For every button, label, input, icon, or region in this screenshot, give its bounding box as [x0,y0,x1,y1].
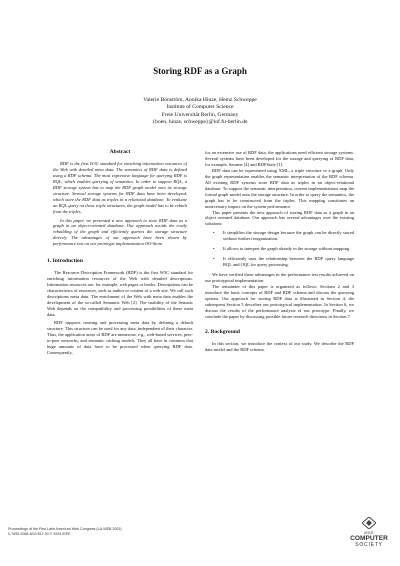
right-paragraph-5: The remainder of this paper is organized as follows: Sections 2 and 3 introduce the basic concepts of RDF and RDF schema and discuss the querying options. Our approach for storing RDF data is illustrated in Section 4, the subsequent Section 5 describes our prototypical implementation. In Section 6, we discuss the results of the performance analysis of our prototype. Finally, we conclude the paper by discussing possible future research directions in Section 7. [205,284,354,319]
background-paragraph-1: In this section, we introduce the context of our study. We describe the RDF data model and the RDF schema. [205,340,354,352]
footer-proceedings-line: Proceedings of the First Latin American Web Congress (LA-WEB 2003) [8,527,122,531]
ieee-diamond-icon [362,517,376,529]
author-email: {boen, hinze, schweppe}@inf.fu-berlin.de [152,119,248,126]
author-names: Valerie Bönström, Annika Hinze, Heinz Schweppe [143,97,257,103]
intro-paragraph-2: RDF supports creating and processing meta data by defining a default structure. This structure can be used for any data, independent of their character. Thus, the application areas of RDF are numerous, e.g., web-based services, peer-to-peer networks, and semantic caching models. They all have in common that huge amounts of data have to be processed when querying RDF data. Consequently, [47,319,193,355]
paper-title: Storing RDF as a Graph [153,66,247,76]
logo-computer-text: COMPUTER [350,535,388,542]
abstract-paragraph-1: RDF is the first W3C standard for enriching information resources of the Web with detailed meta data. The semantics of RDF data is defined using a RDF schema. The most expressive language for querying RDF is RQL, which enables querying of semantics. In order to support RQL, a RDF storage system has to map the RDF graph model onto its storage structure. Several storage systems for RDF data have been developed, which store the RDF data as triples in a relational database. To evaluate an RQL query on those triple structures, the graph model has to be rebuilt from the triples. [53,160,187,214]
footer-isbn-line: 0-7695-2058-8/03 $17.00 © 2003 IEEE [8,531,71,536]
right-paragraph-1: for an extensive use of RDF data, the applications need efficient storage systems. Several systems have been developed for the storage and querying of RDF data, for example, Sesame [4] and RDFSuite [1]. [205,150,354,167]
abstract-heading: Abstract [109,149,131,155]
right-paragraph-3: This paper presents the new approach of storing RDF data as a graph in an object oriented database. Our approach has several advantages over the existing solutions: [205,209,354,227]
author-university: Freie Universität Berlin, Germany [161,111,239,118]
logo-ieee-text: IEEE [364,530,374,535]
list-item: • It efficiently uses the relationship between the RDF query language RQL and OQL for query processing. [221,256,354,268]
right-column [205,150,354,353]
proceedings-footer [8,527,122,536]
author-institute: Institute of Computer Science [166,104,234,111]
section-heading-background: 2. Background [205,328,241,335]
section-heading-introduction: 1. Introduction [47,258,83,265]
author-block [0,97,400,127]
abstract-paragraph-2: In this paper, we presented a new approach to store RDF data as a graph in an object-oriented database. Our approach avoids the costly rebuilding of the graph and efficiently queries the storage structure directly. The advantages of our approach have been shown by performance test on our prototype implementation OO-Store. [53,217,187,247]
computer-society-logo [346,517,392,548]
right-paragraph-4: We have verified these advantages in the performance test results achieved on our prototypical implementation. [205,272,354,284]
list-item: • It simplifies the storage design because the graph can be directly stored without further reorganization. [221,230,354,242]
abstract-body [47,161,193,247]
intro-paragraph-1: The Resource Description Framework (RDF) is the first W3C standard for enriching information resources of the Web with detailed descriptions. Information resources are, for example, web pages or books. Descriptions can be characteristics of resources, such as author or content of a web site. We call such descriptions meta data. The enrichment of the Web with meta data enables the development of the so-called Semantic Web [2]. The usability of the Sematic Web depends on the compatibility and processing possibilities of these meta data. [47,270,193,317]
logo-society-text: SOCIETY [355,542,383,548]
right-paragraph-2: RDF data can be represented using XML, a triple structure or a graph. Only the graph representation enables the semantic interpretation of the RDF schema. All existing RDF systems store RDF data as triples in an object-relational database. To support the semantic interpretation, current implementations map the formal graph model onto the storage structure. In order to query the semantics, the graph has to be constructed from the triples. This mapping constitutes an unnecessary impact on the system performance. [205,167,354,209]
list-item: • It allows to interpret the graph already in the storage without mapping. [221,246,354,252]
advantages-list [205,230,354,268]
left-column [47,148,193,356]
